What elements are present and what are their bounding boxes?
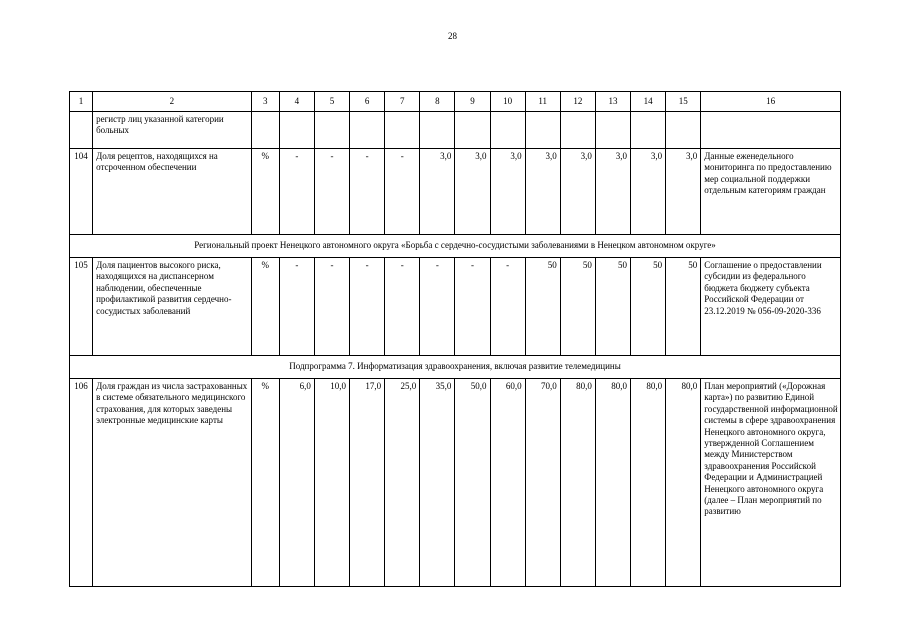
value-cell: 50,0: [455, 379, 490, 587]
source-note-cell: Данные еженедельного мониторинга по предоставлению мер социальной поддержки отдельным категориям граждан: [701, 149, 841, 235]
unit-cell: %: [251, 149, 279, 235]
value-cell: 50: [560, 258, 595, 356]
source-note-cell: План мероприятий («Дорожная карта») по развитию Единой государственной информационной системы в сфере здравоохранения Ненецкого автономного округа, утвержденной Соглашением между Министерством здравоохранения Российской Федерации и Администрацией Ненецкого автономного округа (далее – План мероприятий по развитию: [701, 379, 841, 587]
header-cell: 14: [631, 92, 666, 112]
section-title: Региональный проект Ненецкого автономного округа «Борьба с сердечно-сосудистыми заболеваниями в Ненецком автономном округе»: [70, 235, 841, 258]
page-number: 28: [448, 31, 457, 41]
table-row-106: [70, 379, 841, 587]
value-cell: -: [385, 149, 420, 235]
indicator-name-cell: Доля граждан из числа застрахованных в системе обязательного медицинского страхования, для которых заведены электронные медицинские карты: [93, 379, 252, 587]
indicator-name-cell: Доля рецептов, находящихся на отсроченном обеспечении: [93, 149, 252, 235]
value-cell: 80,0: [666, 379, 701, 587]
value-cell: 6,0: [279, 379, 314, 587]
value-cell: 3,0: [631, 149, 666, 235]
value-cell: 3,0: [455, 149, 490, 235]
empty-cell: [525, 112, 560, 149]
table-row-105: [70, 258, 841, 356]
row-number-cell: [70, 112, 93, 149]
header-cell: 3: [251, 92, 279, 112]
indicators-table: [69, 91, 841, 587]
value-cell: 50: [525, 258, 560, 356]
value-cell: -: [314, 258, 349, 356]
value-cell: 80,0: [631, 379, 666, 587]
row-number-cell: 106: [70, 379, 93, 587]
section-title: Подпрограмма 7. Информатизация здравоохранения, включая развитие телемедицины: [70, 356, 841, 379]
empty-cell: [701, 112, 841, 149]
value-cell: 10,0: [314, 379, 349, 587]
indicator-name-cell: регистр лиц указанной категории больных: [93, 112, 252, 149]
value-cell: 50: [631, 258, 666, 356]
value-cell: 3,0: [490, 149, 525, 235]
header-cell: 4: [279, 92, 314, 112]
empty-cell: [279, 112, 314, 149]
header-cell: 2: [93, 92, 252, 112]
unit-cell: %: [251, 379, 279, 587]
value-cell: 50: [595, 258, 630, 356]
header-cell: 7: [385, 92, 420, 112]
section-row-subprogram-7: [70, 356, 841, 379]
empty-cell: [350, 112, 385, 149]
value-cell: -: [279, 258, 314, 356]
row-number-cell: 105: [70, 258, 93, 356]
empty-cell: [490, 112, 525, 149]
header-cell: 12: [560, 92, 595, 112]
header-cell: 1: [70, 92, 93, 112]
value-cell: 80,0: [560, 379, 595, 587]
header-cell: 15: [666, 92, 701, 112]
empty-cell: [455, 112, 490, 149]
value-cell: -: [350, 149, 385, 235]
empty-cell: [314, 112, 349, 149]
header-cell: 6: [350, 92, 385, 112]
header-cell: 8: [420, 92, 455, 112]
value-cell: 3,0: [525, 149, 560, 235]
header-cell: 5: [314, 92, 349, 112]
value-cell: -: [350, 258, 385, 356]
source-note-cell: Соглашение о предоставлении субсидии из федерального бюджета бюджету субъекта Российской Федерации от 23.12.2019 № 056-09-2020-336: [701, 258, 841, 356]
value-cell: 17,0: [350, 379, 385, 587]
header-cell: 9: [455, 92, 490, 112]
empty-cell: [560, 112, 595, 149]
value-cell: 25,0: [385, 379, 420, 587]
value-cell: 35,0: [420, 379, 455, 587]
value-cell: -: [420, 258, 455, 356]
empty-cell: [385, 112, 420, 149]
table-row-104: [70, 149, 841, 235]
value-cell: 50: [666, 258, 701, 356]
section-row-regional-project: [70, 235, 841, 258]
header-cell: 16: [701, 92, 841, 112]
value-cell: 70,0: [525, 379, 560, 587]
unit-cell: %: [251, 258, 279, 356]
value-cell: -: [385, 258, 420, 356]
column-number-header-row: [70, 92, 841, 112]
value-cell: -: [490, 258, 525, 356]
header-cell: 13: [595, 92, 630, 112]
empty-cell: [420, 112, 455, 149]
value-cell: -: [279, 149, 314, 235]
table-row-continued: [70, 112, 841, 149]
indicator-name-cell: Доля пациентов высокого риска, находящихся на диспансерном наблюдении, обеспеченные профилактикой развития сердечно-сосудистых заболеваний: [93, 258, 252, 356]
value-cell: 3,0: [420, 149, 455, 235]
value-cell: 60,0: [490, 379, 525, 587]
value-cell: -: [455, 258, 490, 356]
empty-cell: [595, 112, 630, 149]
empty-cell: [666, 112, 701, 149]
empty-cell: [631, 112, 666, 149]
value-cell: -: [314, 149, 349, 235]
value-cell: 80,0: [595, 379, 630, 587]
value-cell: 3,0: [595, 149, 630, 235]
header-cell: 11: [525, 92, 560, 112]
value-cell: 3,0: [560, 149, 595, 235]
value-cell: 3,0: [666, 149, 701, 235]
row-number-cell: 104: [70, 149, 93, 235]
header-cell: 10: [490, 92, 525, 112]
empty-cell: [251, 112, 279, 149]
